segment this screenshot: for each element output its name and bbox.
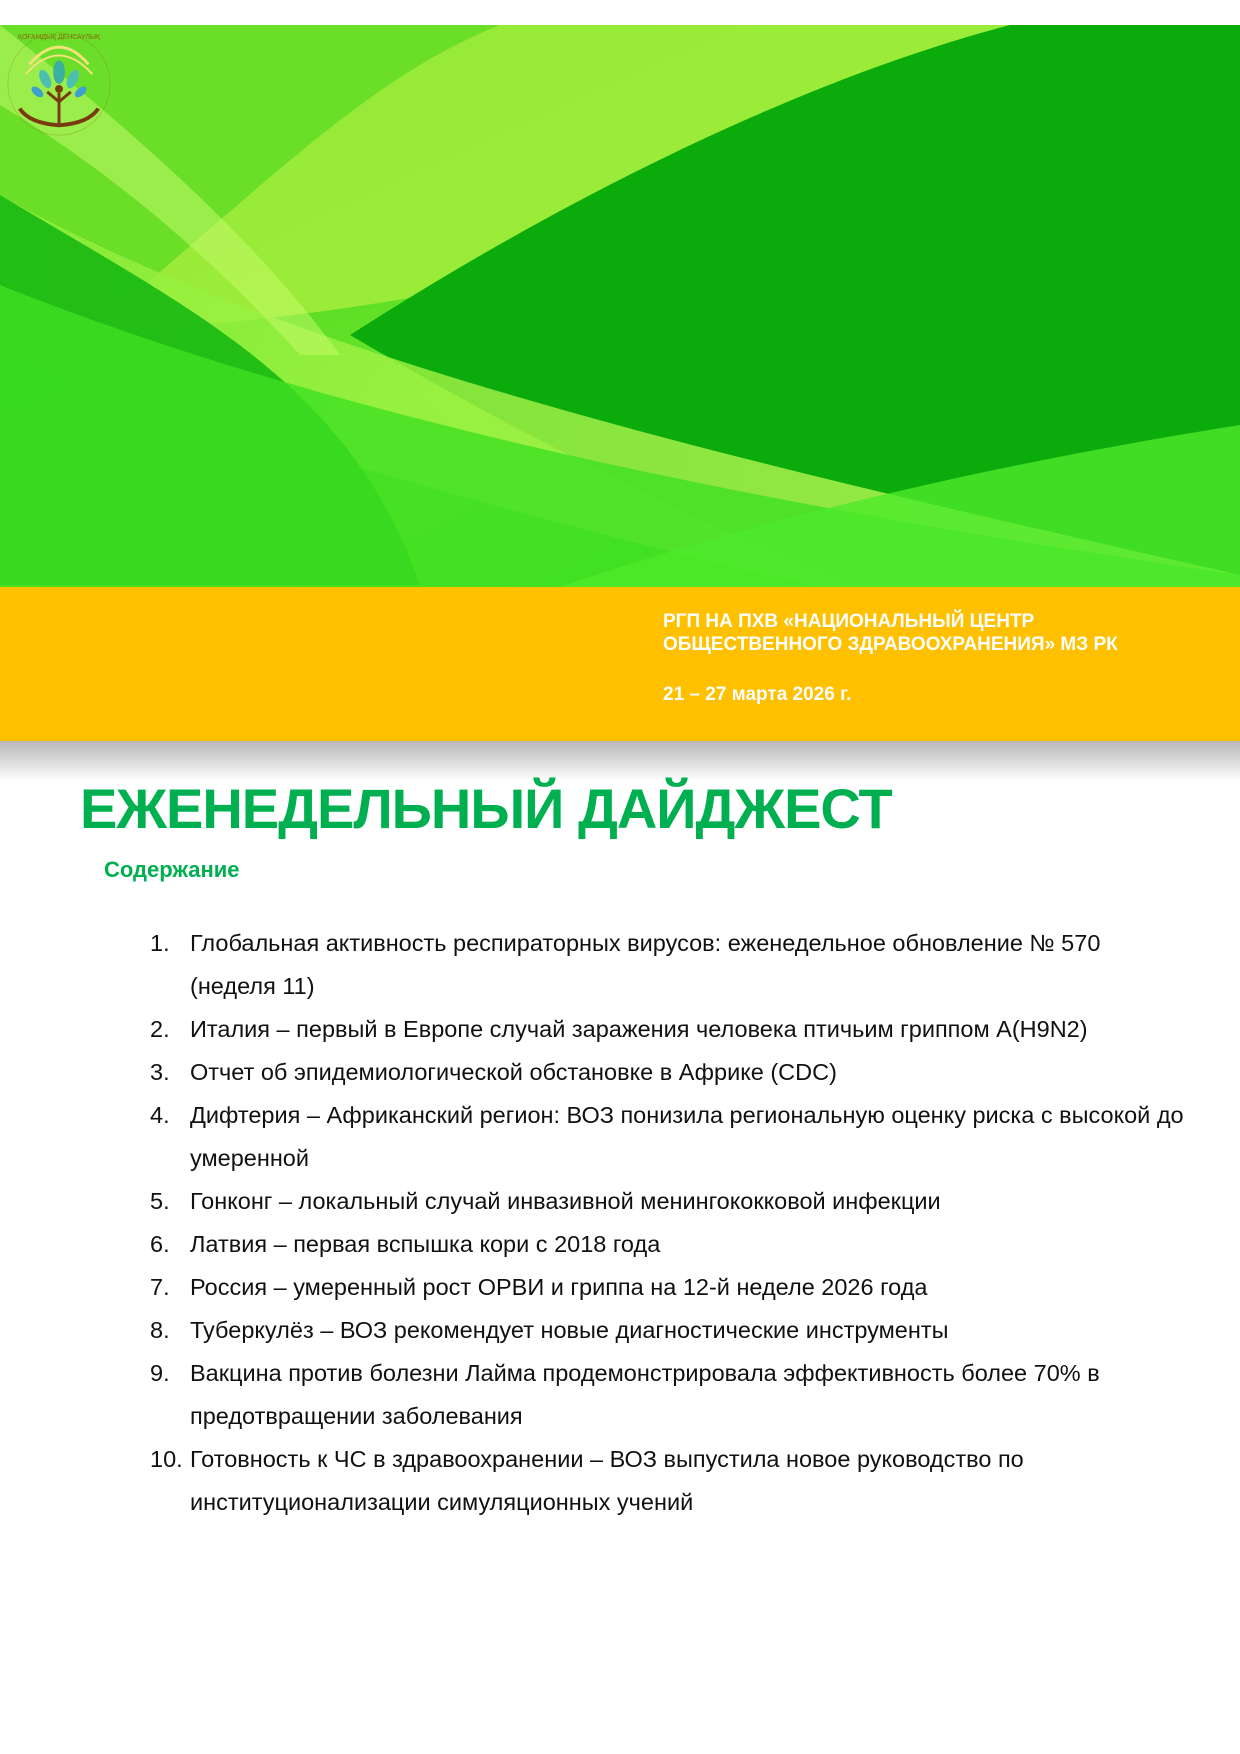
toc-item-text: Вакцина против болезни Лайма продемонстрировала эффективность более 70% в предотвращении заболевания: [190, 1360, 1100, 1429]
toc-item-number: 7.: [150, 1274, 170, 1300]
toc-item[interactable]: [150, 1223, 1190, 1266]
toc-item[interactable]: [150, 1051, 1190, 1094]
toc-item-number: 8.: [150, 1317, 170, 1343]
organization-name-line2: ОБЩЕСТВЕННОГО ЗДРАВООХРАНЕНИЯ» МЗ РК: [663, 634, 1118, 655]
table-of-contents: [150, 922, 1190, 1524]
toc-item-number: 5.: [150, 1188, 170, 1214]
band-shadow: [0, 741, 1240, 781]
toc-item-number: 6.: [150, 1231, 170, 1257]
cover-banner: [0, 25, 1240, 587]
svg-text:ҚОҒАМДЫҚ ДЕНСАУЛЫҚ: ҚОҒАМДЫҚ ДЕНСАУЛЫҚ: [17, 33, 101, 41]
organization-logo: [0, 25, 118, 143]
toc-item[interactable]: [150, 1266, 1190, 1309]
toc-item-number: 9.: [150, 1360, 170, 1386]
toc-item[interactable]: [150, 1094, 1190, 1180]
toc-item[interactable]: [150, 1180, 1190, 1223]
toc-item-text: Дифтерия – Африканский регион: ВОЗ понизила региональную оценку риска с высокой до умеренной: [190, 1102, 1184, 1171]
toc-item[interactable]: [150, 1352, 1190, 1438]
toc-item[interactable]: [150, 1309, 1190, 1352]
toc-item-text: Латвия – первая вспышка кори с 2018 года: [190, 1231, 661, 1257]
toc-item-text: Россия – умеренный рост ОРВИ и гриппа на 12-й неделе 2026 года: [190, 1274, 928, 1300]
organization-name: [663, 610, 1118, 656]
toc-item[interactable]: [150, 922, 1190, 1008]
toc-item-text: Отчет об эпидемиологической обстановке в Африке (CDC): [190, 1059, 837, 1085]
page-title: ЕЖЕНЕДЕЛЬНЫЙ ДАЙДЖЕСТ: [80, 777, 892, 840]
toc-item-text: Италия – первый в Европе случай заражения человека птичьим гриппом A(H9N2): [190, 1016, 1088, 1042]
toc-item[interactable]: [150, 1008, 1190, 1051]
green-waves-background: [0, 25, 1240, 587]
toc-item[interactable]: [150, 1438, 1190, 1524]
organization-band: [0, 587, 1240, 741]
toc-item-text: Туберкулёз – ВОЗ рекомендует новые диагностические инструменты: [190, 1317, 949, 1343]
toc-item-number: 4.: [150, 1102, 170, 1128]
toc-item-number: 3.: [150, 1059, 170, 1085]
organization-name-line1: РГП НА ПХВ «НАЦИОНАЛЬНЫЙ ЦЕНТР: [663, 611, 1035, 632]
toc-item-number: 1.: [150, 930, 170, 956]
toc-heading: Содержание: [104, 857, 240, 882]
toc-item-number: 10.: [150, 1446, 183, 1472]
toc-item-text: Глобальная активность респираторных вирусов: еженедельное обновление № 570 (неделя 11): [190, 930, 1101, 999]
toc-item-text: Готовность к ЧС в здравоохранении – ВОЗ выпустила новое руководство по институционализации симуляционных учений: [190, 1446, 1024, 1515]
toc-item-number: 2.: [150, 1016, 170, 1042]
toc-item-text: Гонконг – локальный случай инвазивной менингококковой инфекции: [190, 1188, 941, 1214]
date-range: 21 – 27 марта 2026 г.: [663, 684, 852, 705]
